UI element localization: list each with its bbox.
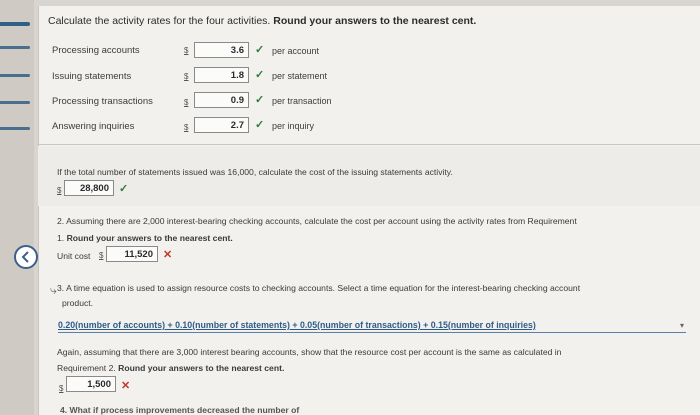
nav-marker[interactable] bbox=[0, 74, 30, 77]
back-arrow-button[interactable] bbox=[14, 245, 38, 269]
dollar-sign: $ bbox=[99, 251, 104, 260]
cursor-icon: ⤷ bbox=[50, 283, 57, 297]
rate-label: Processing accounts bbox=[52, 45, 140, 56]
chevron-down-icon[interactable]: ▾ bbox=[680, 321, 685, 330]
chevron-left-icon bbox=[20, 251, 32, 263]
rate-unit: per account bbox=[272, 46, 320, 56]
q2-text-line1: 2. Assuming there are 2,000 interest-bearing checking accounts, calculate the cost per account using the activity rates from Requirement bbox=[57, 216, 577, 226]
rate-unit: per transaction bbox=[272, 96, 332, 106]
check-icon: ✓ bbox=[255, 94, 265, 106]
statements-cost-input[interactable]: 28,800 bbox=[64, 180, 114, 196]
unit-cost-label: Unit cost bbox=[57, 251, 91, 261]
rate-unit: per statement bbox=[272, 71, 328, 81]
left-nav-strip bbox=[0, 0, 34, 415]
statements-cost-prompt: If the total number of statements issued was 16,000, calculate the cost of the issuing statements activity. bbox=[57, 167, 453, 177]
nav-marker[interactable] bbox=[0, 101, 30, 104]
nav-marker[interactable] bbox=[0, 127, 30, 130]
dollar-sign: $ bbox=[57, 186, 62, 195]
cross-icon: ✕ bbox=[121, 380, 131, 392]
check-icon: ✓ bbox=[119, 183, 129, 195]
resource-cost-input[interactable]: 1,500 bbox=[66, 376, 116, 392]
nav-marker[interactable] bbox=[0, 46, 30, 49]
rate-label: Answering inquiries bbox=[52, 121, 135, 132]
section-divider bbox=[38, 144, 700, 145]
time-equation-select[interactable]: 0.20(number of accounts) + 0.10(number of statements) + 0.05(number of transactions) + 0.15(number of inquiries) bbox=[58, 318, 686, 333]
check-icon: ✓ bbox=[255, 119, 265, 131]
rate-input-processing-transactions[interactable]: 0.9 bbox=[194, 92, 249, 108]
rate-label: Processing transactions bbox=[52, 96, 153, 107]
rate-input-answering-inquiries[interactable]: 2.7 bbox=[194, 117, 249, 133]
q2-text-line2: 1. Round your answers to the nearest cent. bbox=[57, 233, 233, 243]
nav-marker[interactable] bbox=[0, 22, 30, 26]
dollar-sign: $ bbox=[184, 72, 189, 81]
rate-unit: per inquiry bbox=[272, 121, 315, 131]
check-icon: ✓ bbox=[255, 44, 265, 56]
q3-again-line2: Requirement 2. Round your answers to the nearest cent. bbox=[57, 363, 285, 373]
question-instruction: Calculate the activity rates for the four activities. Round your answers to the nearest cent. bbox=[48, 15, 477, 27]
rate-label: Issuing statements bbox=[52, 71, 132, 82]
rate-input-processing-accounts[interactable]: 3.6 bbox=[194, 42, 249, 58]
rate-input-issuing-statements[interactable]: 1.8 bbox=[194, 67, 249, 83]
check-icon: ✓ bbox=[255, 69, 265, 81]
q3-text-line2: product. bbox=[62, 298, 94, 308]
dollar-sign: $ bbox=[59, 384, 64, 393]
dollar-sign: $ bbox=[184, 98, 189, 107]
dollar-sign: $ bbox=[184, 46, 189, 55]
unit-cost-input[interactable]: 11,520 bbox=[106, 246, 158, 262]
cross-icon: ✕ bbox=[163, 249, 173, 261]
dollar-sign: $ bbox=[184, 123, 189, 132]
q4-text-partial: 4. What if process improvements decreased the number of bbox=[60, 405, 300, 415]
q3-text-line1: 3. A time equation is used to assign resource costs to checking accounts. Select a time equation for the interest-bearing checking account bbox=[57, 283, 581, 293]
q3-again-line1: Again, assuming that there are 3,000 interest bearing accounts, show that the resource cost per account is the same as calculated in bbox=[57, 347, 562, 357]
